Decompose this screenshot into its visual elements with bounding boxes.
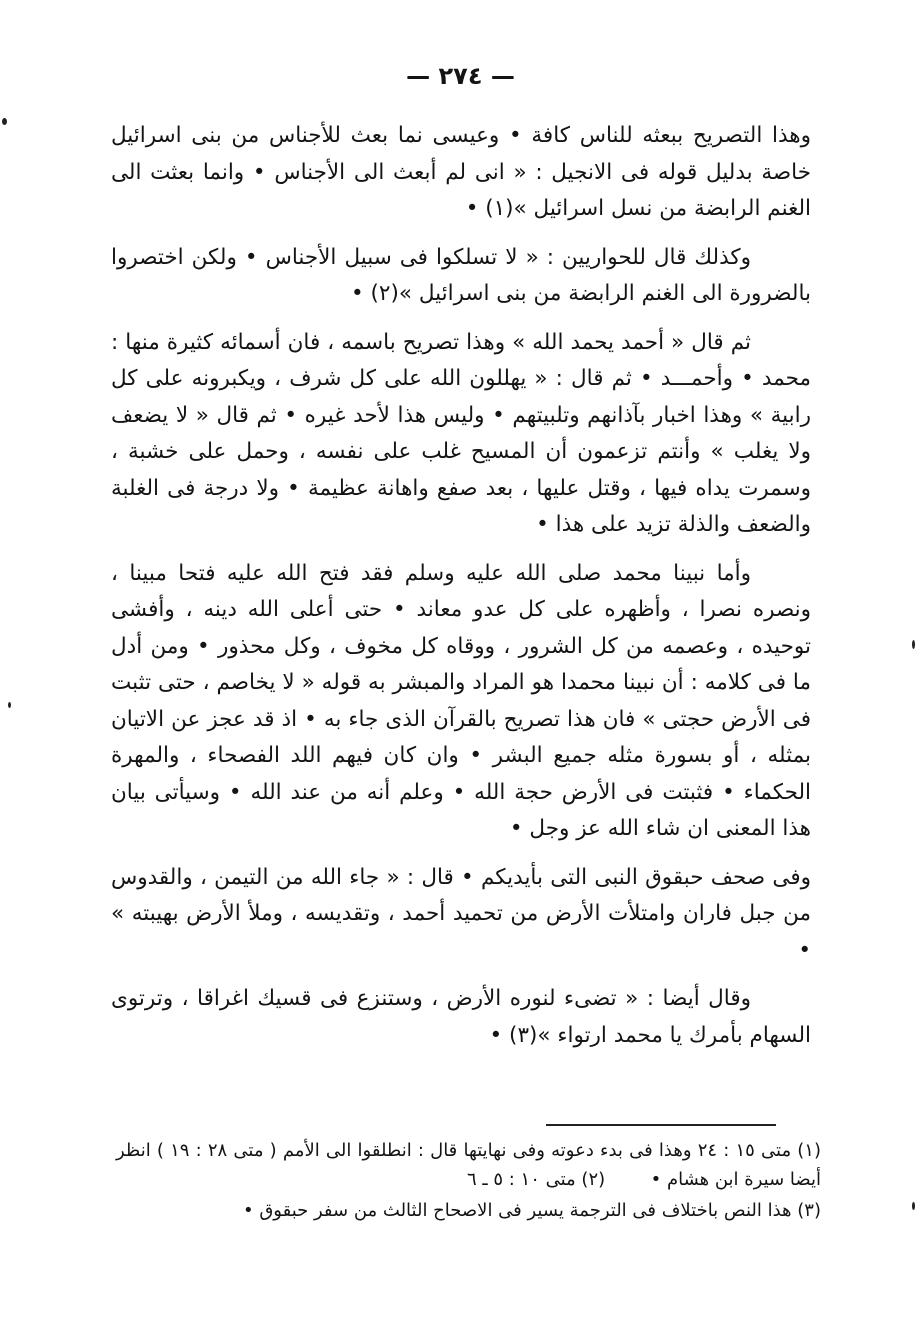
footnote-1 [116,1136,821,1194]
paragraph-4: وأما نبينا محمد صلى الله عليه وسلم فقد فتح الله عليه فتحا مبينا ، ونصره نصرا ، وأظهره على كل عدو معاند • حتى أعلى الله دينه ، وأفشى توحيده ، وعصمه من كل الشرور ، ووقاه كل مخوف ، وكل محذور • ومن أدل ما فى كلامه : أن نبينا محمدا هو المراد والمبشر به قوله « لا يخاصم ، حتى تثبت فى الأرض حجتى » فان هذا تصريح بالقرآن الذى جاء به • اذ قد عجز عن الاتيان بمثله ، أو بسورة مثله جميع البشر • وان كان فيهم اللد الفصحاء ، والمهرة الحكماء • فثبتت فى الأرض حجة الله • وعلم أنه من عند الله • وسيأتى بيان هذا المعنى ان شاء الله عز وجل • [111,560,811,841]
margin-mark [2,118,7,125]
margin-mark [912,640,915,649]
footnote-1-text: (١) متى ١٥ : ٢٤ وهذا فى بدء دعوته وفى نهايتها قال : انطلقوا الى الأمم ( متى ٢٨ : ١٩ ) انظر أيضا سيرة ابن هشام • [116,1140,821,1190]
paragraph-1: وهذا التصريح ببعثه للناس كافة • وعيسى نما بعث للأجناس من بنى اسرائيل خاصة بدليل قوله فى الانجيل : « انى لم أبعث الى الأجناس • وانما بعثت الى الغنم الرابضة من نسل اسرائيل »(١) • [111,123,811,221]
footnote-divider [546,1124,776,1126]
paragraph-5: وفى صحف حبقوق النبى التى بأيديكم • قال : « جاء الله من التيمن ، والقدوس من جبل فاران وامتلأت الأرض من تحميد أحمد ، وتقديسه ، وملأ الأرض بهيبته » • [111,864,811,963]
footnotes [116,1136,821,1227]
paragraph-6: وقال أيضا : « تضىء لنوره الأرض ، وستنزع فى قسيك اغراقا ، وترتوى السهام بأمرك يا محمد ارتواء »(٣) • [111,986,811,1048]
footnote-3: (٣) هذا النص باختلاف فى الترجمة يسير فى الاصحاح الثالث من سفر حبقوق • [243,1200,821,1221]
paragraph-3: ثم قال « أحمد يحمد الله » وهذا تصريح باسمه ، فان أسمائه كثيرة منها : محمد • وأحمـــد • ثم قال : « يهللون الله على كل شرف ، ويكبرونه على كل رابية » وهذا اخبار بآذانهم وتلبيتهم • وليس هذا لأحد غيره • ثم قال « لا يضعف ولا يغلب » وأنتم تزعمون أن المسيح غلب على نفسه ، وحمل على خشبة ، وسمرت يداه فيها ، وقتل عليها ، بعد صفع واهانة عظيمة • ولا درجة فى الغلبة والضعف والذلة تزيد على هذا • [111,329,811,537]
margin-mark [8,702,11,708]
footnote-2-text: (٢) متى ١٠ : ٥ ـ ٦ [466,1169,606,1190]
main-text [111,118,811,1066]
paragraph-2: وكذلك قال للحواريين : « لا تسلكوا فى سبيل الأجناس • ولكن اختصروا بالضرورة الى الغنم الرابضة من بنى اسرائيل »(٢) • [111,244,811,306]
margin-mark [912,1202,915,1210]
page-number: — ٢٧٤ — [406,62,515,90]
